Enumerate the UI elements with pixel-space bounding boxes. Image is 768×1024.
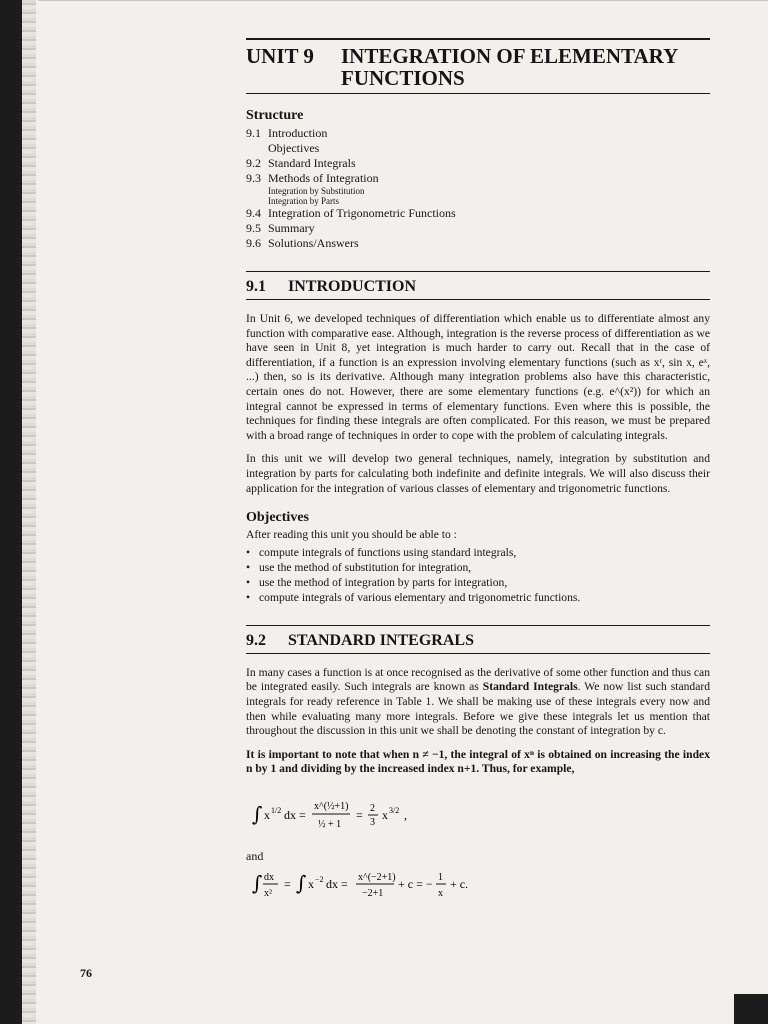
toc-item: 9.1 Introduction xyxy=(246,126,328,140)
svg-text:dx =: dx = xyxy=(326,876,348,891)
svg-text:dx: dx xyxy=(264,871,274,883)
scan-corner xyxy=(734,994,768,1024)
page-content xyxy=(246,38,710,908)
svg-text:1: 1 xyxy=(438,871,443,883)
svg-text:=: = xyxy=(284,876,291,891)
svg-text:,: , xyxy=(404,807,407,822)
svg-text:x²: x² xyxy=(264,887,272,899)
and-label: and xyxy=(246,848,264,863)
svg-text:−2: −2 xyxy=(315,874,324,884)
svg-text:2: 2 xyxy=(370,802,375,814)
svg-text:x^(−2+1): x^(−2+1) xyxy=(358,871,396,883)
unit-title-line1: INTEGRATION OF ELEMENTARY xyxy=(341,44,679,68)
svg-text:x: x xyxy=(438,887,443,899)
unit-heading xyxy=(246,40,710,93)
objectives-intro: After reading this unit you should be able to : xyxy=(246,528,457,542)
title-bottom-rule xyxy=(246,93,710,94)
intro-paragraph-1: In Unit 6, we developed techniques of differentiation which enable us to differentiate almost any function with comparative ease. Although, integration is the reverse process of differentiation as we have seen in Unit 8, yet integration is much harder to carry out. Recall that in the case of differentiation, if a function is an expression involving elementary functions (such as xʳ, sin x, eˣ, ...) then, so is its derivative. Although many integration problems also have this characteristic, certain ones do not. However, there are some elementary functions (e.g. e^(x²)) for which an integral cannot be expressed in terms of elementary functions. Even where this is possible, the techniques for finding these integrals are often complicated. For this reason, we must be prepared with a broad range of techniques in order to cope with the problem of calculating integrals. xyxy=(246,312,710,442)
svg-text:∫: ∫ xyxy=(252,801,263,826)
svg-text:∫: ∫ xyxy=(296,870,307,895)
svg-text:½ + 1: ½ + 1 xyxy=(318,818,342,830)
list-item: • use the method of substitution for integration, xyxy=(246,560,710,575)
section-heading: 9.1 INTRODUCTION xyxy=(246,272,710,300)
book-spine xyxy=(0,0,22,1024)
list-item: • compute integrals of functions using standard integrals, xyxy=(246,545,710,560)
standard-paragraph-1: In many cases a function is at once recognised as the derivative of some other function and thus can be integrated easily. Such integrals are known as Standard Integrals. We now list such standard integrals for ready reference in Table 1. We shall be making use of these integrals every now and then while evaluating many more integrals. Before we give these integrals let us mention that throughout the discussion in this unit we shall be denoting the constant of integration by c. xyxy=(246,665,710,738)
svg-text:3/2: 3/2 xyxy=(389,805,400,815)
page-number: 76 xyxy=(80,966,92,980)
objectives-heading: Objectives xyxy=(246,510,309,526)
svg-text:1/2: 1/2 xyxy=(271,805,282,815)
svg-text:3: 3 xyxy=(370,816,375,828)
objectives-list xyxy=(246,545,710,605)
unit-title-line2: FUNCTIONS xyxy=(341,66,465,90)
svg-text:dx =: dx = xyxy=(284,807,306,822)
svg-text:+ c = −: + c = − xyxy=(398,876,433,891)
toc-item: 9.2 Standard Integrals xyxy=(246,156,356,170)
section-introduction xyxy=(246,271,710,496)
toc-item: Integration by Parts xyxy=(268,196,339,206)
list-item: • compute integrals of various elementary and trigonometric functions. xyxy=(246,590,710,605)
unit-title xyxy=(341,45,678,93)
page-edge-shadow xyxy=(22,0,36,1024)
toc-item: 9.3 Methods of Integration xyxy=(246,171,379,185)
list-item: • use the method of integration by parts for integration, xyxy=(246,575,710,590)
toc-item: 9.6 Solutions/Answers xyxy=(246,236,359,250)
intro-paragraph-2: In this unit we will develop two general techniques, namely, integration by substitution and integration by parts for calculating both indefinite and definite integrals. We will also discuss their application for the integration of various classes of elementary and trigonometric functions. xyxy=(246,452,710,495)
standard-paragraph-2: It is important to note that when n ≠ −1, the integral of xⁿ is obtained on increasing the index n by 1 and dividing by the increased index n+1. Thus, for example, xyxy=(246,747,710,776)
section-standard-integrals xyxy=(246,625,710,908)
svg-text:=: = xyxy=(356,807,363,822)
formula-x-minus-two xyxy=(252,864,710,908)
toc-item: 9.4 Integration of Trigonometric Functions xyxy=(246,206,456,220)
formula-x-minus-two-graphic xyxy=(252,864,552,908)
toc-item: Integration by Substitution xyxy=(268,186,365,196)
unit-number: UNIT 9 xyxy=(246,44,314,68)
svg-text:x: x xyxy=(264,807,270,822)
formula-x-half xyxy=(252,791,710,841)
toc-item: 9.5 Summary xyxy=(246,221,315,235)
structure-heading: Structure xyxy=(246,108,304,123)
svg-text:x: x xyxy=(308,876,314,891)
structure-list xyxy=(246,126,710,251)
section-heading: 9.2 STANDARD INTEGRALS xyxy=(246,626,710,654)
svg-text:x: x xyxy=(382,807,388,822)
svg-text:x^(½+1): x^(½+1) xyxy=(314,800,349,812)
svg-text:+ c.: + c. xyxy=(450,876,469,891)
toc-item: Objectives xyxy=(268,141,320,155)
svg-text:−2+1: −2+1 xyxy=(362,887,384,899)
svg-text:∫: ∫ xyxy=(252,870,263,895)
formula-x-half-graphic xyxy=(252,791,472,841)
page-top-border xyxy=(38,0,768,1)
